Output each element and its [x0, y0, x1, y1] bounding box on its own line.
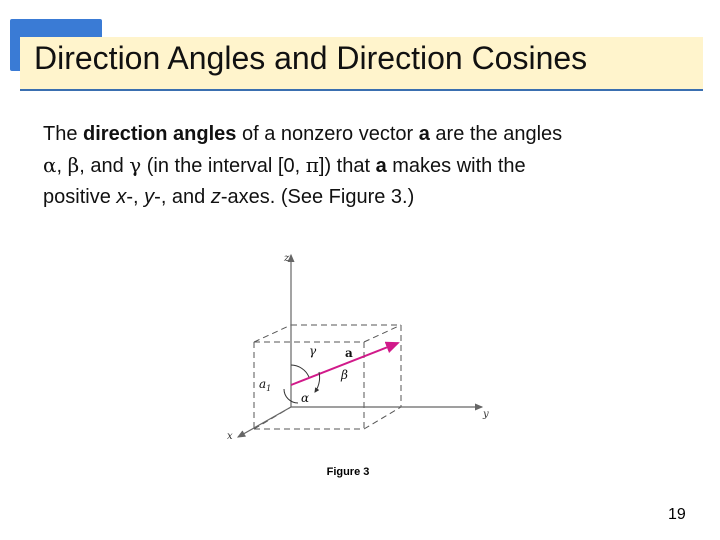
- body-text-segment: ]) that: [318, 155, 376, 177]
- dashed-box: [254, 325, 401, 429]
- beta-label: β: [341, 368, 348, 382]
- beta-symbol: β: [67, 153, 80, 177]
- vector-a-label: a: [345, 346, 353, 360]
- pi-symbol: π: [305, 153, 319, 177]
- slide-title: Direction Angles and Direction Cosines: [34, 40, 588, 76]
- body-paragraph: [43, 119, 693, 213]
- body-text-segment: ,: [56, 155, 68, 177]
- a1-label: [259, 377, 271, 393]
- vector-a: a: [375, 155, 387, 177]
- x-axis: [238, 407, 291, 437]
- alpha-symbol: α: [43, 153, 57, 177]
- body-text-segment: of a nonzero vector: [236, 123, 419, 145]
- body-text-segment: , and: [79, 155, 130, 177]
- a1-label-base: a: [259, 377, 267, 391]
- y-variable: y: [144, 186, 155, 208]
- gamma-arc: [291, 365, 309, 377]
- body-text-segment: positive: [43, 186, 117, 208]
- y-axis-label: y: [483, 409, 489, 420]
- x-variable: x: [116, 186, 127, 208]
- x-axis-label: x: [227, 431, 233, 442]
- z-axis-label: z: [284, 253, 290, 264]
- vector-a: a: [418, 123, 430, 145]
- figure-caption: Figure 3: [326, 466, 370, 478]
- a1-label-subscript: 1: [266, 384, 272, 393]
- gamma-label: γ: [309, 344, 317, 358]
- term-direction-angles: direction angles: [83, 123, 237, 145]
- body-text-segment: -axes. (See Figure 3.): [220, 186, 415, 208]
- body-text-segment: (in the interval [0,: [141, 155, 306, 177]
- body-text-segment: The: [43, 123, 84, 145]
- body-text-segment: -,: [126, 186, 145, 208]
- page-number: 19: [668, 506, 686, 523]
- body-text-segment: -, and: [154, 186, 211, 208]
- body-text-segment: are the angles: [429, 123, 563, 145]
- z-variable: z: [210, 186, 221, 208]
- gamma-symbol: γ: [129, 153, 142, 177]
- direction-angles-figure: [224, 247, 494, 447]
- alpha-label: α: [301, 391, 310, 405]
- body-text-segment: makes with the: [386, 155, 526, 177]
